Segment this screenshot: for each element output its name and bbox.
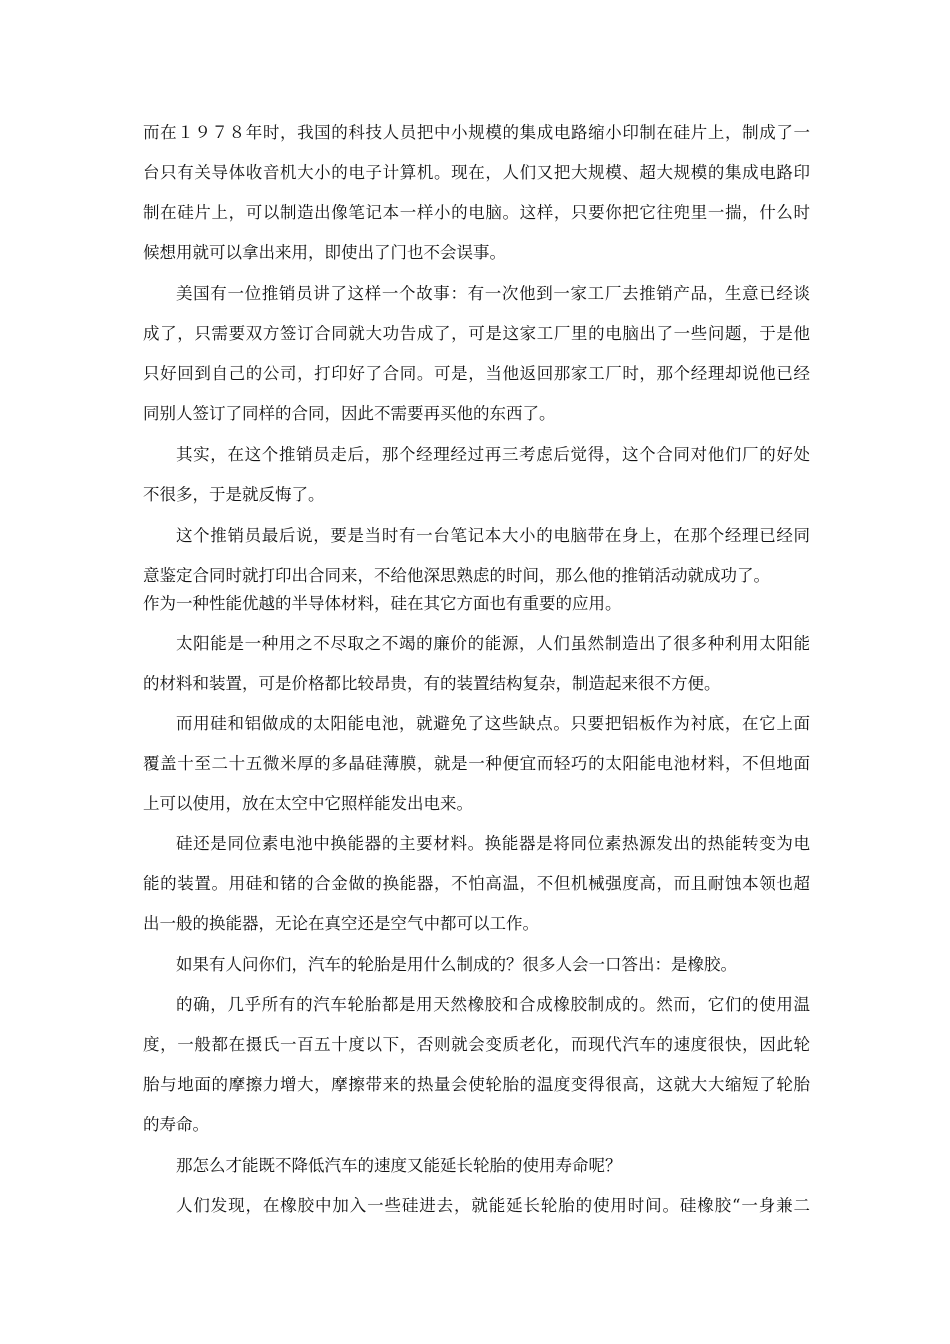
text-line: 作为一种性能优越的半导体材料，硅在其它方面也有重要的应用。 [143,594,622,613]
text-line: 能的装置。用硅和锗的合金做的换能器，不怕高温，不但机械强度高，而且耐蚀本领也超 [143,874,810,893]
text-line: 美国有一位推销员讲了这样一个故事：有一次他到一家工厂去推销产品，生意已经谈 [176,284,810,303]
text-line: 度，一般都在摄氏一百五十度以下，否则就会变质老化，而现代汽车的速度很快，因此轮 [143,1035,810,1054]
text-line: 这个推销员最后说，要是当时有一台笔记本大小的电脑带在身上，在那个经理已经同 [176,526,810,545]
text-line: 的材料和装置，可是价格都比较昂贵，有的装置结构复杂，制造起来很不方便。 [143,674,721,693]
text-line: 而在１９７８年时，我国的科技人员把中小规模的集成电路缩小印制在硅片上，制成了一 [143,123,810,142]
text-line: 制在硅片上，可以制造出像笔记本一样小的电脑。这样，只要你把它往兜里一揣，什么时 [143,203,810,222]
text-line: 上可以使用，放在太空中它照样能发出电来。 [143,794,473,813]
text-line: 同别人签订了同样的合同，因此不需要再买他的东西了。 [143,404,556,423]
text-line: 出一般的换能器，无论在真空还是空气中都可以工作。 [143,914,539,933]
text-line: 那怎么才能既不降低汽车的速度又能延长轮胎的使用寿命呢？ [176,1156,622,1175]
text-line: 不很多，于是就反悔了。 [143,485,325,504]
text-line: 太阳能是一种用之不尽取之不竭的廉价的能源，人们虽然制造出了很多种利用太阳能 [176,634,810,653]
text-line: 的确，几乎所有的汽车轮胎都是用天然橡胶和合成橡胶制成的。然而，它们的使用温 [176,995,810,1014]
text-line: 的寿命。 [143,1115,209,1134]
text-line: 如果有人问你们，汽车的轮胎是用什么制成的？很多人会一口答出：是橡胶。 [176,955,737,974]
text-line: 人们发现，在橡胶中加入一些硅进去，就能延长轮胎的使用时间。硅橡胶“一身兼二 [176,1196,810,1215]
text-line: 覆盖十至二十五微米厚的多晶硅薄膜，就是一种便宜而轻巧的太阳能电池材料，不但地面 [143,754,810,773]
text-line: 胎与地面的摩擦力增大，摩擦带来的热量会使轮胎的温度变得很高，这就大大缩短了轮胎 [143,1075,810,1094]
text-line: 只好回到自己的公司，打印好了合同。可是，当他返回那家工厂时，那个经理却说他已经 [143,364,810,383]
text-line: 其实，在这个推销员走后，那个经理经过再三考虑后觉得，这个合同对他们厂的好处 [176,445,810,464]
text-line: 候想用就可以拿出来用，即使出了门也不会误事。 [143,243,506,262]
text-line: 台只有关导体收音机大小的电子计算机。现在，人们又把大规模、超大规模的集成电路印 [143,163,810,182]
text-line: 硅还是同位素电池中换能器的主要材料。换能器是将同位素热源发出的热能转变为电 [176,834,810,853]
text-line: 而用硅和铝做成的太阳能电池，就避免了这些缺点。只要把铝板作为衬底，在它上面 [176,714,810,733]
text-line: 意鉴定合同时就打印出合同来，不给他深思熟虑的时间，那么他的推销活动就成功了。 [143,566,770,585]
text-line: 成了，只需要双方签订合同就大功告成了，可是这家工厂里的电脑出了一些问题，于是他 [143,324,810,343]
